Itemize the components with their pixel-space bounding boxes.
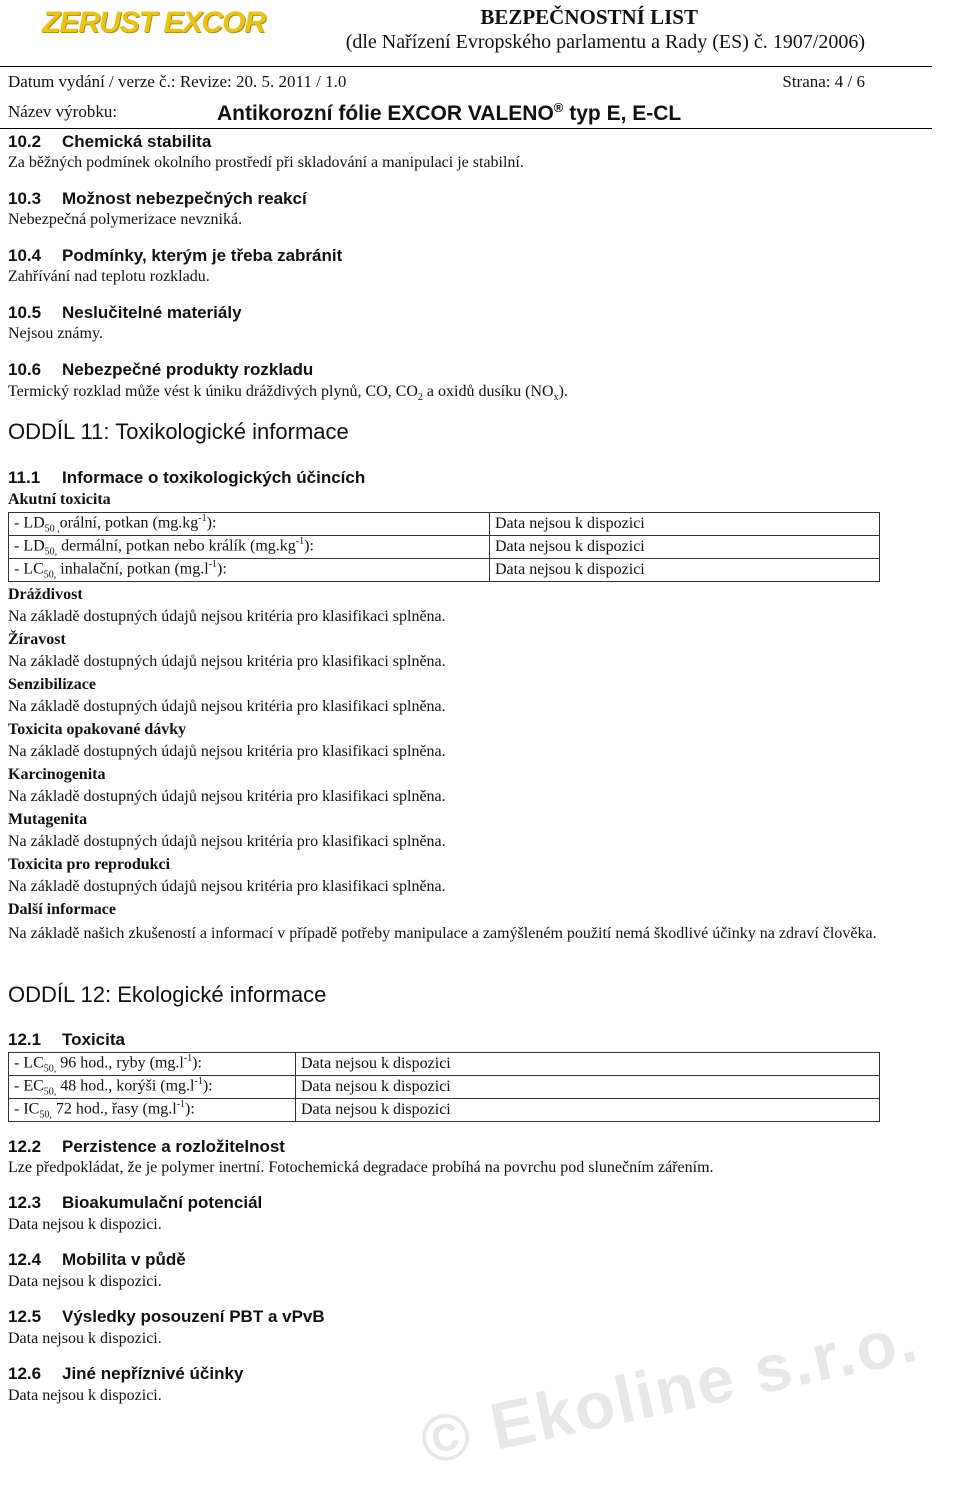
- subsection-11-1-heading: 11.1 Informace o toxikologických účincích: [8, 468, 366, 487]
- table-row: [9, 513, 880, 536]
- company-logo-text: ZERUST EXCOR: [42, 6, 266, 39]
- table-cell-value: Data nejsou k dispozici: [490, 559, 880, 582]
- section-12-heading: ODDÍL 12: Ekologické informace: [8, 982, 327, 1007]
- subsection-12-5-text: Data nejsou k dispozici.: [8, 1330, 162, 1347]
- subsection-10-3-text: Nebezpečná polymerizace nevzniká.: [8, 211, 243, 228]
- table-row: [9, 559, 880, 582]
- ecotoxicity-table: [8, 1052, 880, 1122]
- table-cell-value: Data nejsou k dispozici: [296, 1099, 880, 1122]
- document-title: BEZPEČNOSTNÍ LIST: [480, 5, 698, 29]
- acute-toxicity-label: Akutní toxicita: [8, 491, 111, 508]
- carcinogenicity-text: Na základě dostupných údajů nejsou kritéria pro klasifikaci splněna.: [8, 788, 446, 805]
- company-logo: [42, 6, 266, 46]
- product-name: Antikorozní fólie EXCOR VALENO: [217, 102, 554, 125]
- subsection-10-5-heading: 10.5 Neslučitelné materiály: [8, 303, 242, 322]
- table-cell-value: Data nejsou k dispozici: [296, 1076, 880, 1099]
- subsection-10-6-heading: 10.6 Nebezpečné produkty rozkladu: [8, 360, 314, 379]
- table-cell-parameter: - $LD_{50,}$ dermální, potkan nebo králík $(mg.kg^{-1})$:: [9, 536, 490, 559]
- table-row: [9, 1099, 880, 1122]
- subsection-10-4-text: Zahřívání nad teplotu rozkladu.: [8, 268, 210, 285]
- repeated-dose-text: Na základě dostupných údajů nejsou kritéria pro klasifikaci splněna.: [8, 743, 446, 760]
- reproductive-toxicity-text: Na základě dostupných údajů nejsou kritéria pro klasifikaci splněna.: [8, 878, 446, 895]
- subsection-12-2-heading: 12.2 Perzistence a rozložitelnost: [8, 1137, 285, 1156]
- subsection-12-4-heading: 12.4 Mobilita v půdě: [8, 1250, 186, 1269]
- subsection-10-2-text: Za běžných podmínek okolního prostředí při skladování a manipulaci je stabilní.: [8, 154, 524, 171]
- table-cell-parameter: - $IC_{50,}$ 72 hod., řasy $(mg.l^{-1})$:: [9, 1099, 296, 1122]
- table-cell-parameter: - $EC_{50,}$ 48 hod., korýši $(mg.l^{-1})$:: [9, 1076, 296, 1099]
- document-subtitle: (dle Nařízení Evropského parlamentu a Rady (ES) č. 1907/2006): [345, 31, 865, 53]
- subsection-10-3-heading: 10.3 Možnost nebezpečných reakcí: [8, 189, 307, 208]
- table-row: [9, 1076, 880, 1099]
- subsection-12-3-heading: 12.3 Bioakumulační potenciál: [8, 1193, 263, 1212]
- corrosivity-text: Na základě dostupných údajů nejsou kritéria pro klasifikaci splněna.: [8, 653, 446, 670]
- irritation-text: Na základě dostupných údajů nejsou kritéria pro klasifikaci splněna.: [8, 608, 446, 625]
- acute-toxicity-table: [8, 512, 880, 582]
- further-info-label: Další informace: [8, 901, 116, 918]
- table-cell-value: Data nejsou k dispozici: [296, 1053, 880, 1076]
- subsection-12-2-text: Lze předpokládat, že je polymer inertní. Fotochemická degradace probíhá na povrchu pod slunečním zářením.: [8, 1159, 714, 1176]
- product-type: typ E, E-CL: [569, 102, 682, 125]
- table-cell-parameter: - $LC_{50,}$ 96 hod., ryby $(mg.l^{-1})$:: [9, 1053, 296, 1076]
- table-cell-value: Data nejsou k dispozici: [490, 536, 880, 559]
- subsection-12-4-text: Data nejsou k dispozici.: [8, 1273, 162, 1290]
- issue-date: Datum vydání / verze č.: Revize: 20. 5. 2011 / 1.0: [8, 72, 347, 91]
- subsection-10-2-heading: 10.2 Chemická stabilita: [8, 132, 212, 151]
- subsection-10-6-text: Termický rozklad může vést k úniku dráždivých plynů, CO, $CO_2$ a oxidů dusíku $(NO_x)$.: [8, 383, 568, 404]
- subsection-12-6-text: Data nejsou k dispozici.: [8, 1387, 162, 1404]
- repeated-dose-label: Toxicita opakované dávky: [8, 721, 187, 738]
- table-row: [9, 1053, 880, 1076]
- registered-mark: ®: [553, 100, 564, 115]
- subsection-10-4-heading: 10.4 Podmínky, kterým je třeba zabránit: [8, 246, 343, 265]
- mutagenicity-text: Na základě dostupných údajů nejsou kritéria pro klasifikaci splněna.: [8, 833, 446, 850]
- subsection-12-6-heading: 12.6 Jiné nepříznivé účinky: [8, 1364, 244, 1383]
- product-label: Název výrobku:: [8, 102, 118, 121]
- sensitization-label: Senzibilizace: [8, 676, 96, 693]
- table-cell-value: Data nejsou k dispozici: [490, 513, 880, 536]
- table-cell-parameter: - $LD_{50 ,}orá\ln í$, potkan $(mg.kg^{-1})$:: [9, 513, 490, 536]
- sensitization-text: Na základě dostupných údajů nejsou kritéria pro klasifikaci splněna.: [8, 698, 446, 715]
- copyright-watermark: © Ekoline s.r.o.: [414, 1300, 925, 1479]
- further-info-text: Na základě našich zkušeností a informací v případě potřeby manipulace a zamýšleném použití nemá škodlivé účinky na zdraví člověka.: [8, 925, 877, 942]
- corrosivity-label: Žíravost: [8, 631, 66, 648]
- mutagenicity-label: Mutagenita: [8, 811, 88, 828]
- irritation-label: Dráždivost: [8, 586, 83, 603]
- carcinogenicity-label: Karcinogenita: [8, 766, 106, 783]
- page-number: Strana: 4 / 6: [782, 72, 865, 91]
- reproductive-toxicity-label: Toxicita pro reprodukci: [8, 856, 171, 873]
- subsection-12-5-heading: 12.5 Výsledky posouzení PBT a vPvB: [8, 1307, 325, 1326]
- subsection-12-1-heading: 12.1 Toxicita: [8, 1030, 125, 1049]
- subsection-12-3-text: Data nejsou k dispozici.: [8, 1216, 162, 1233]
- subsection-10-5-text: Nejsou známy.: [8, 325, 103, 342]
- table-row: [9, 536, 880, 559]
- table-cell-parameter: - $LC_{50,}$ inhalační, potkan $(mg.l^{-1})$:: [9, 559, 490, 582]
- product-name-line: [217, 100, 681, 126]
- section-11-heading: ODDÍL 11: Toxikologické informace: [8, 419, 349, 444]
